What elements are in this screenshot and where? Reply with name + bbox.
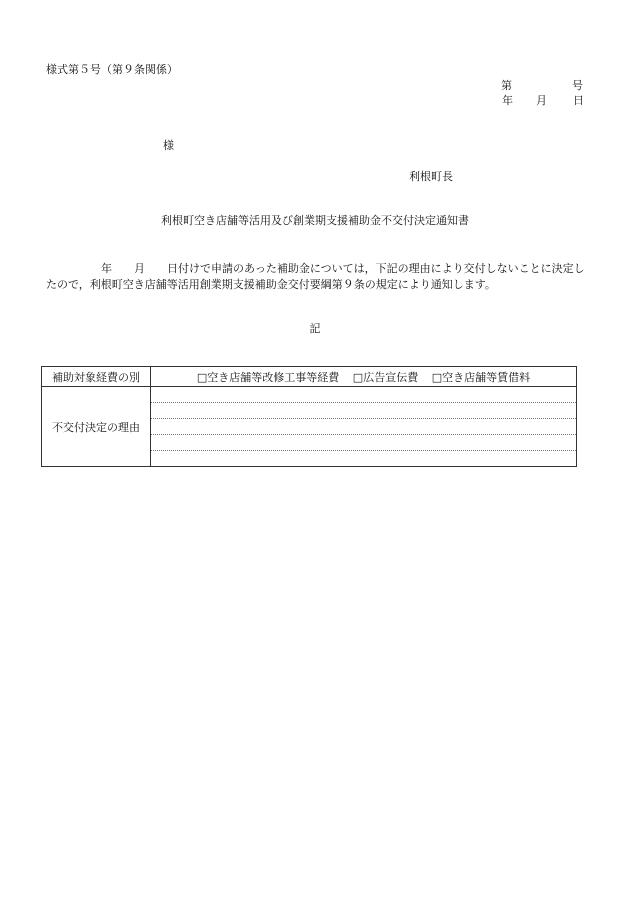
reason-line [151, 403, 576, 419]
go-label: 号 [572, 79, 583, 92]
reason-line [151, 451, 576, 466]
document-title: 利根町空き店舗等活用及び創業期支援補助金不交付決定通知書 [161, 214, 469, 227]
issuer: 利根町長 [409, 170, 453, 183]
reason-label: 不交付決定の理由 [42, 387, 151, 467]
reason-line [151, 387, 576, 403]
reason-line [151, 435, 576, 451]
dai-label: 第 [501, 79, 512, 92]
reason-line [151, 419, 576, 435]
option-renovation[interactable]: □空き店舗等改修工事等経費 [196, 370, 340, 384]
body-text: 年 月 日付けで申請のあった補助金については，下記の理由により交付しないことに決定したので，利根町空き店舗等活用創業期支援補助金交付要綱第９条の規定により通知します。 [46, 262, 585, 291]
addressee-suffix: 様 [163, 139, 174, 152]
reason-lines [151, 387, 576, 466]
reason-row [42, 387, 577, 467]
expense-type-label: 補助対象経費の別 [42, 367, 151, 387]
document-number-row [501, 78, 583, 93]
date-row [501, 93, 583, 108]
expense-type-row [42, 367, 577, 387]
option-rent[interactable]: □空き店舗等賃借料 [431, 370, 531, 384]
document-number-block [501, 78, 583, 108]
month-label: 月 [536, 94, 547, 107]
record-table [41, 366, 577, 467]
ki-heading: 記 [309, 322, 321, 335]
expense-type-options [151, 367, 577, 387]
reason-field[interactable] [151, 387, 577, 467]
day-label: 日 [573, 94, 584, 107]
year-label: 年 [502, 94, 513, 107]
form-number: 様式第５号（第９条関係） [46, 63, 178, 76]
option-advertising[interactable]: □広告宣伝費 [352, 370, 419, 384]
